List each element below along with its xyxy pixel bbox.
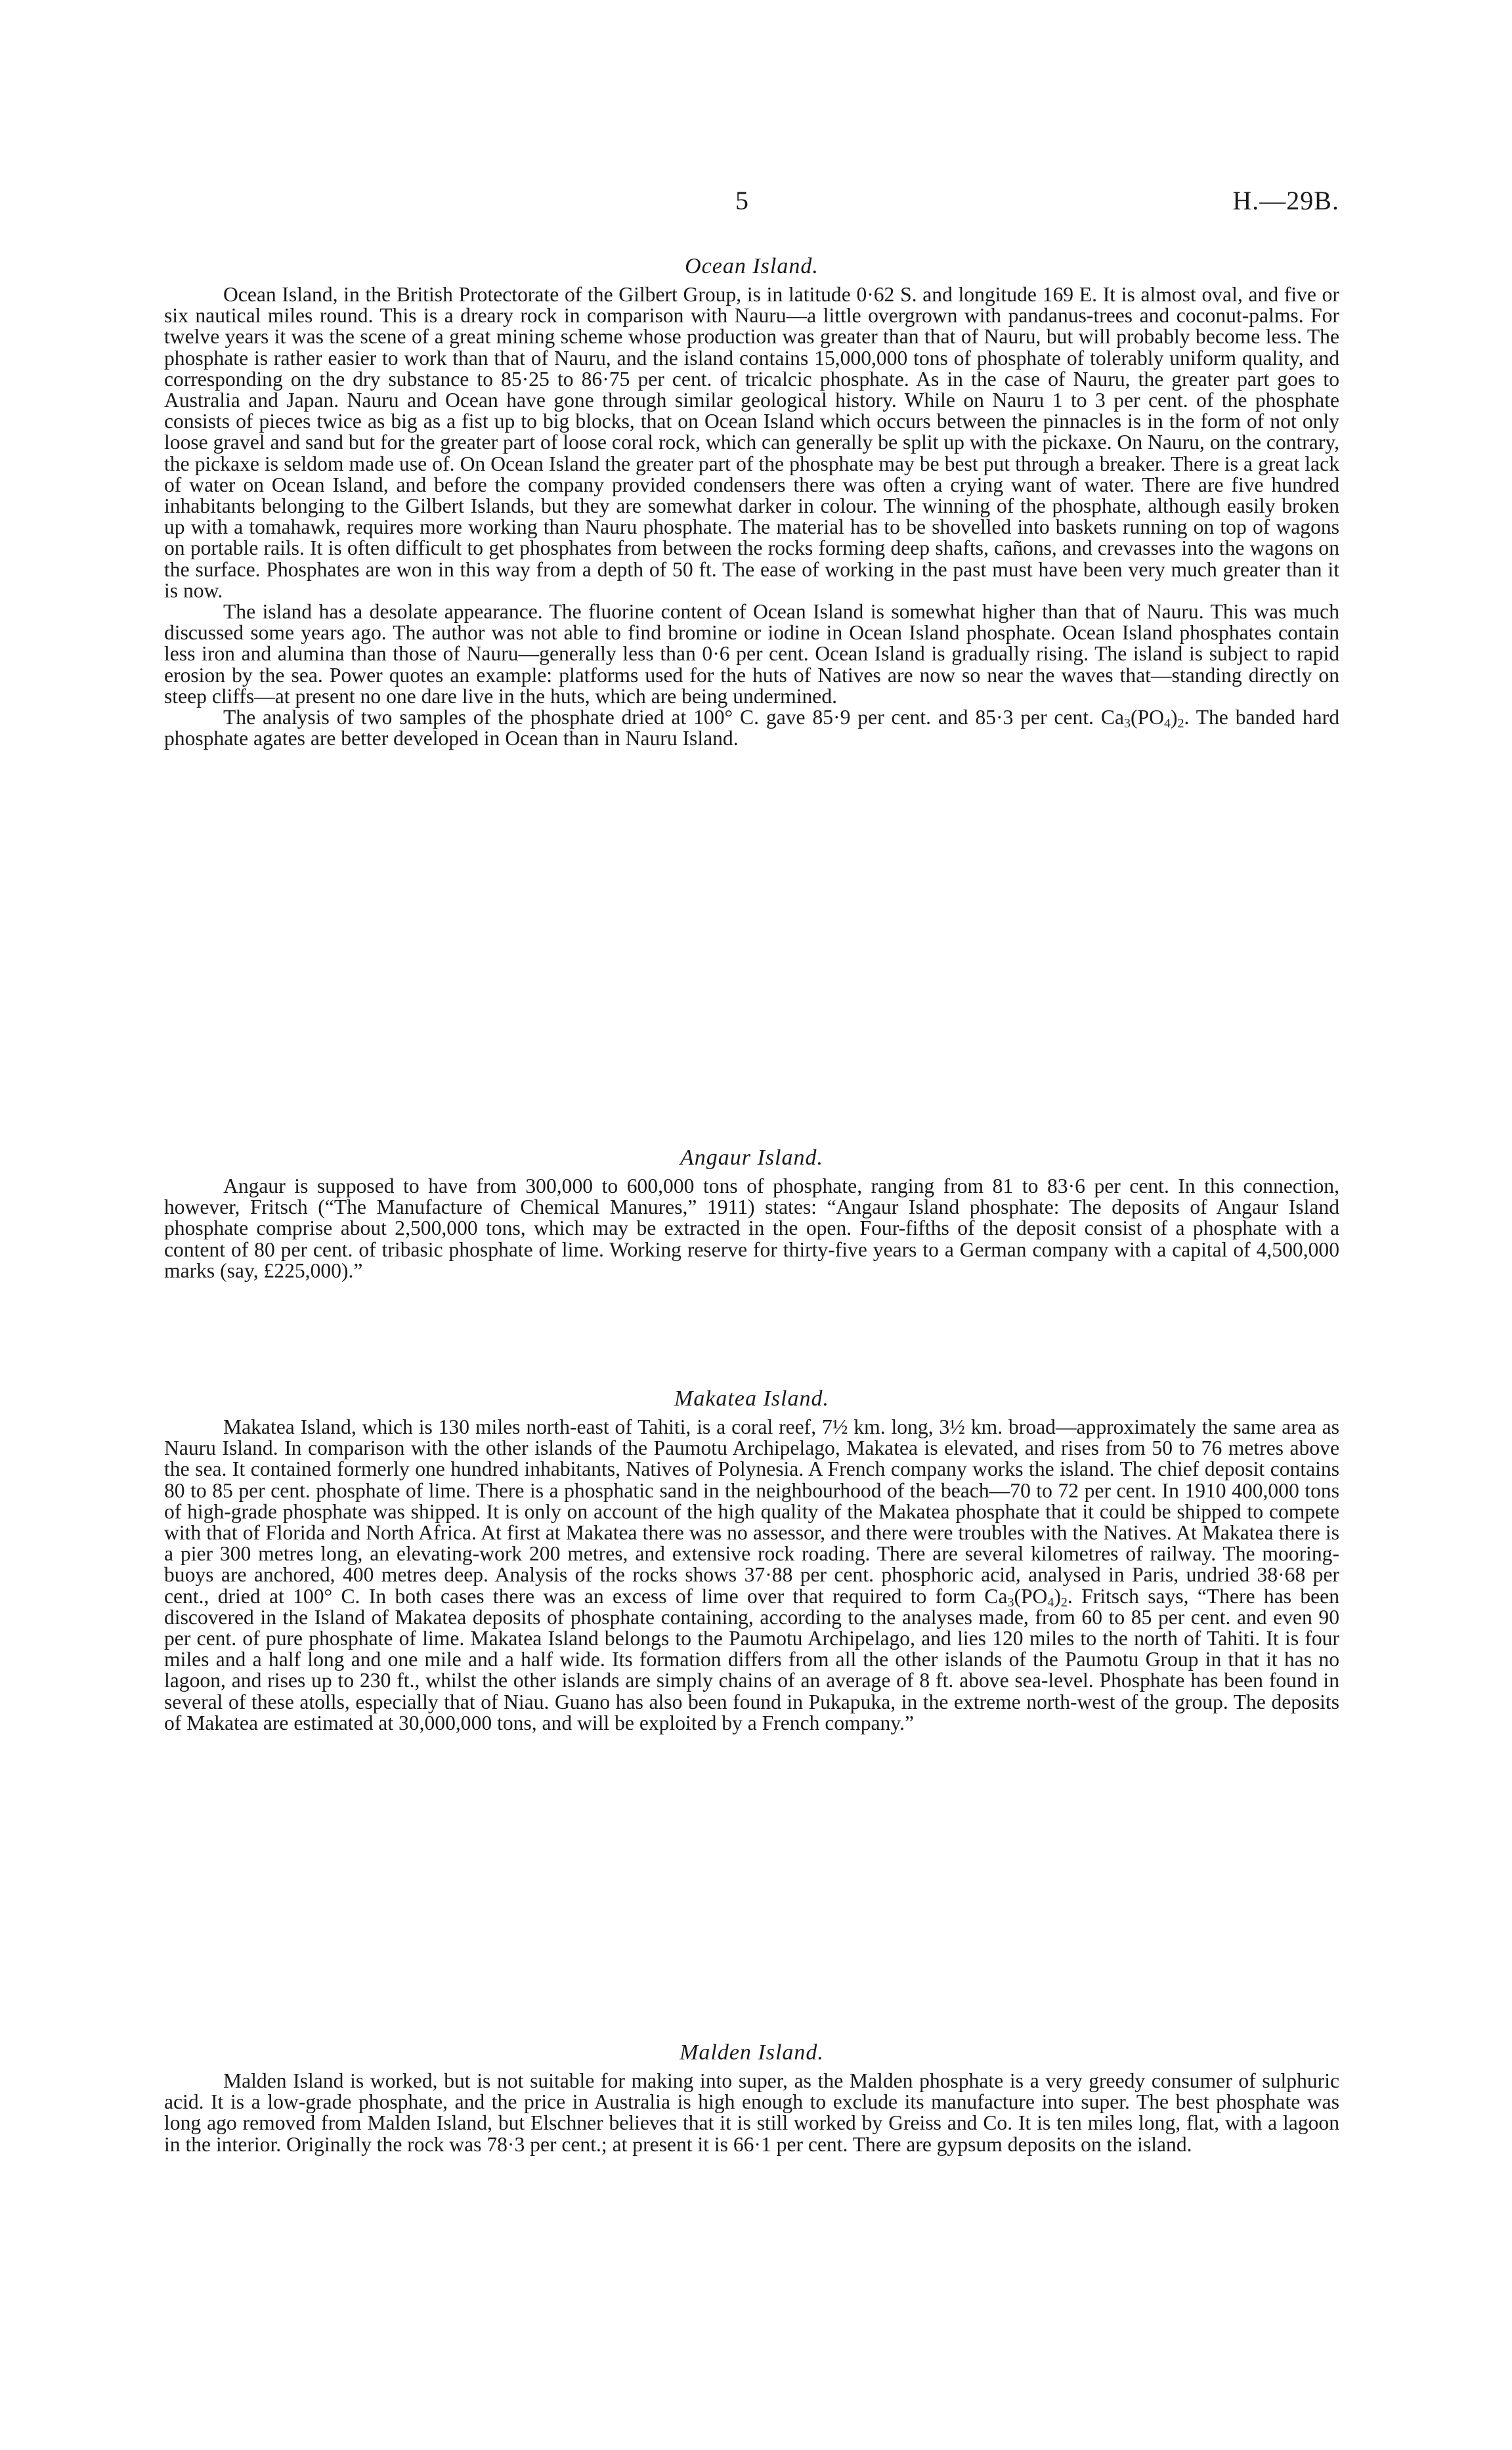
document-code: H.—29B. — [1232, 186, 1339, 215]
page-number: 5 — [735, 186, 748, 215]
section-title: Ocean Island. — [685, 254, 819, 278]
section-angaur-island — [164, 1144, 1339, 1281]
paragraph-analysis: The analysis of two samples of the phosphate dried at 100° C. gave 85·9 per cent. and 85·3 per cent. $Ca_3(PO_4)_2$. The banded hard phosphate agates are better developed in Ocean than in Nauru Island. — [164, 706, 1340, 750]
section-malden-island — [164, 2039, 1339, 2155]
section-title: Makatea Island. — [674, 1386, 829, 1411]
section-makatea-island — [164, 1385, 1339, 1734]
paragraph: Ocean Island, in the British Protectorate of the Gilbert Group, is in latitude 0·62 S. and longitude 169 E. It is almost oval, and five or six nautical miles round. This is a dreary rock in comparison with Nauru—a little overgrown with pandanus-trees and coconut-palms. For twelve years it was the scene of a great mining scheme whose production was greater than that of Nauru, but will probably become less. The phosphate is rather easier to work than that of Nauru, and the island contains 15,000,000 tons of phosphate of tolerably uniform quality, and corresponding on the dry substance to 85·25 to 86·75 per cent. of tricalcic phosphate. As in the case of Nauru, the greater part goes to Australia and Japan. Nauru and Ocean have gone through similar geological history. While on Nauru 1 to 3 per cent. of the phosphate consists of pieces twice as big as a fist up to big blocks, that on Ocean Island which occurs between the pinnacles is in the form of not only loose gravel and sand but for the greater part of loose coral rock, which can generally be split up with the pickaxe. On Nauru, on the contrary, the pickaxe is seldom made use of. On Ocean Island the greater part of the phosphate may be best put through a breaker. There is a great lack of water on Ocean Island, and before the company provided condensers there was often a crying want of water. There are five hundred inhabitants belonging to the Gilbert Islands, but they are somewhat darker in colour. The winning of the phosphate, although easily broken up with a tomahawk, requires more working than Nauru phosphate. The material has to be shovelled into baskets running on top of wagons on portable rails. It is often difficult to get phosphates from between the rocks forming deep shafts, cañons, and crevasses into the wagons on the surface. Phosphates are won in this way from a depth of 50 ft. The ease of working in the past must have been very much greater than it is now. — [164, 283, 1339, 602]
paragraph: Makatea Island, which is 130 miles north-east of Tahiti, is a coral reef, 7½ km. long, 3½ km. broad—approximately the same area as Nauru Island. In comparison with the other islands of the Paumotu Archipelago, Makatea is elevated, and rises from 50 to 76 metres above the sea. It contained formerly one hundred inhabitants, Natives of Polynesia. A French company works the island. The chief deposit contains 80 to 85 per cent. phosphate of lime. There is a phosphatic sand in the neighbourhood of the beach—70 to 72 per cent. In 1910 400,000 tons of high-grade phosphate was shipped. It is only on account of the high quality of the Makatea phosphate that it could be shipped to compete with that of Florida and North Africa. At first at Makatea there was no assessor, and there were troubles with the Natives. At Makatea there is a pier 300 metres long, an elevating-work 200 metres, and extensive rock roading. There are several kilometres of railway. The mooring-buoys are anchored, 400 metres deep. Analysis of the rocks shows 37·88 per cent. phosphoric acid, analysed in Paris, undried 38·68 per cent., dried at 100° C. In both cases there was an excess of lime over that required to form $Ca_3(PO_4)_2$. Fritsch says, “There has been discovered in the Island of Makatea deposits of phosphate containing, according to the analyses made, from 60 to 85 per cent. and even 90 per cent. of pure phosphate of lime. Makatea Island belongs to the Paumotu Archipelago, and lies 120 miles to the north of Tahiti. It is four miles and a half long and one mile and a half wide. Its formation differs from all the other islands of the Paumotu Group in that it has no lagoon, and rises up to 230 ft., whilst the other islands are simply chains of an average of 8 ft. above sea-level. Phosphate has been found in several of these atolls, especially that of Niau. Guano has also been found in Pukapuka, in the extreme north-west of the group. The deposits of Makatea are estimated at 30,000,000 tons, and will be exploited by a French company.” — [164, 1415, 1339, 1734]
section-title: Malden Island. — [680, 2040, 824, 2065]
section-title: Angaur Island. — [680, 1146, 823, 1170]
paragraph: The island has a desolate appearance. The fluorine content of Ocean Island is somewhat higher than that of Nauru. This was much discussed some years ago. The author was not able to find bromine or iodine in Ocean Island phosphate. Ocean Island phosphates contain less iron and alumina than those of Nauru—generally less than 0·6 per cent. Ocean Island is gradually rising. The island is subject to rapid erosion by the sea. Power quotes an example: platforms used for the huts of Natives are now so near the waves that—standing directly on steep cliffs—at present no one dare live in the huts, which are being undermined. — [164, 600, 1339, 708]
paragraph: Angaur is supposed to have from 300,000 to 600,000 tons of phosphate, ranging from 81 to 83·6 per cent. In this connection, however, Fritsch (“The Manufacture of Chemical Manures,” 1911) states: “Angaur Island phosphate: The deposits of Angaur Island phosphate comprise about 2,500,000 tons, which may be extracted in the open. Four-fifths of the deposit consist of a phosphate with a content of 80 per cent. of tribasic phosphate of lime. Working reserve for thirty-five years to a German company with a capital of 4,500,000 marks (say, £225,000).” — [164, 1174, 1339, 1282]
paragraph: Malden Island is worked, but is not suitable for making into super, as the Malden phosphate is a very greedy consumer of sulphuric acid. It is a low-grade phosphate, and the price in Australia is high enough to exclude its manufacture into super. The best phosphate was long ago removed from Malden Island, but Elschner believes that it is still worked by Greiss and Co. It is ten miles long, flat, with a lagoon in the interior. Originally the rock was 78·3 per cent.; at present it is 66·1 per cent. There are gypsum deposits on the island. — [164, 2069, 1339, 2156]
section-ocean-island — [164, 253, 1339, 749]
page-header — [164, 185, 1339, 225]
